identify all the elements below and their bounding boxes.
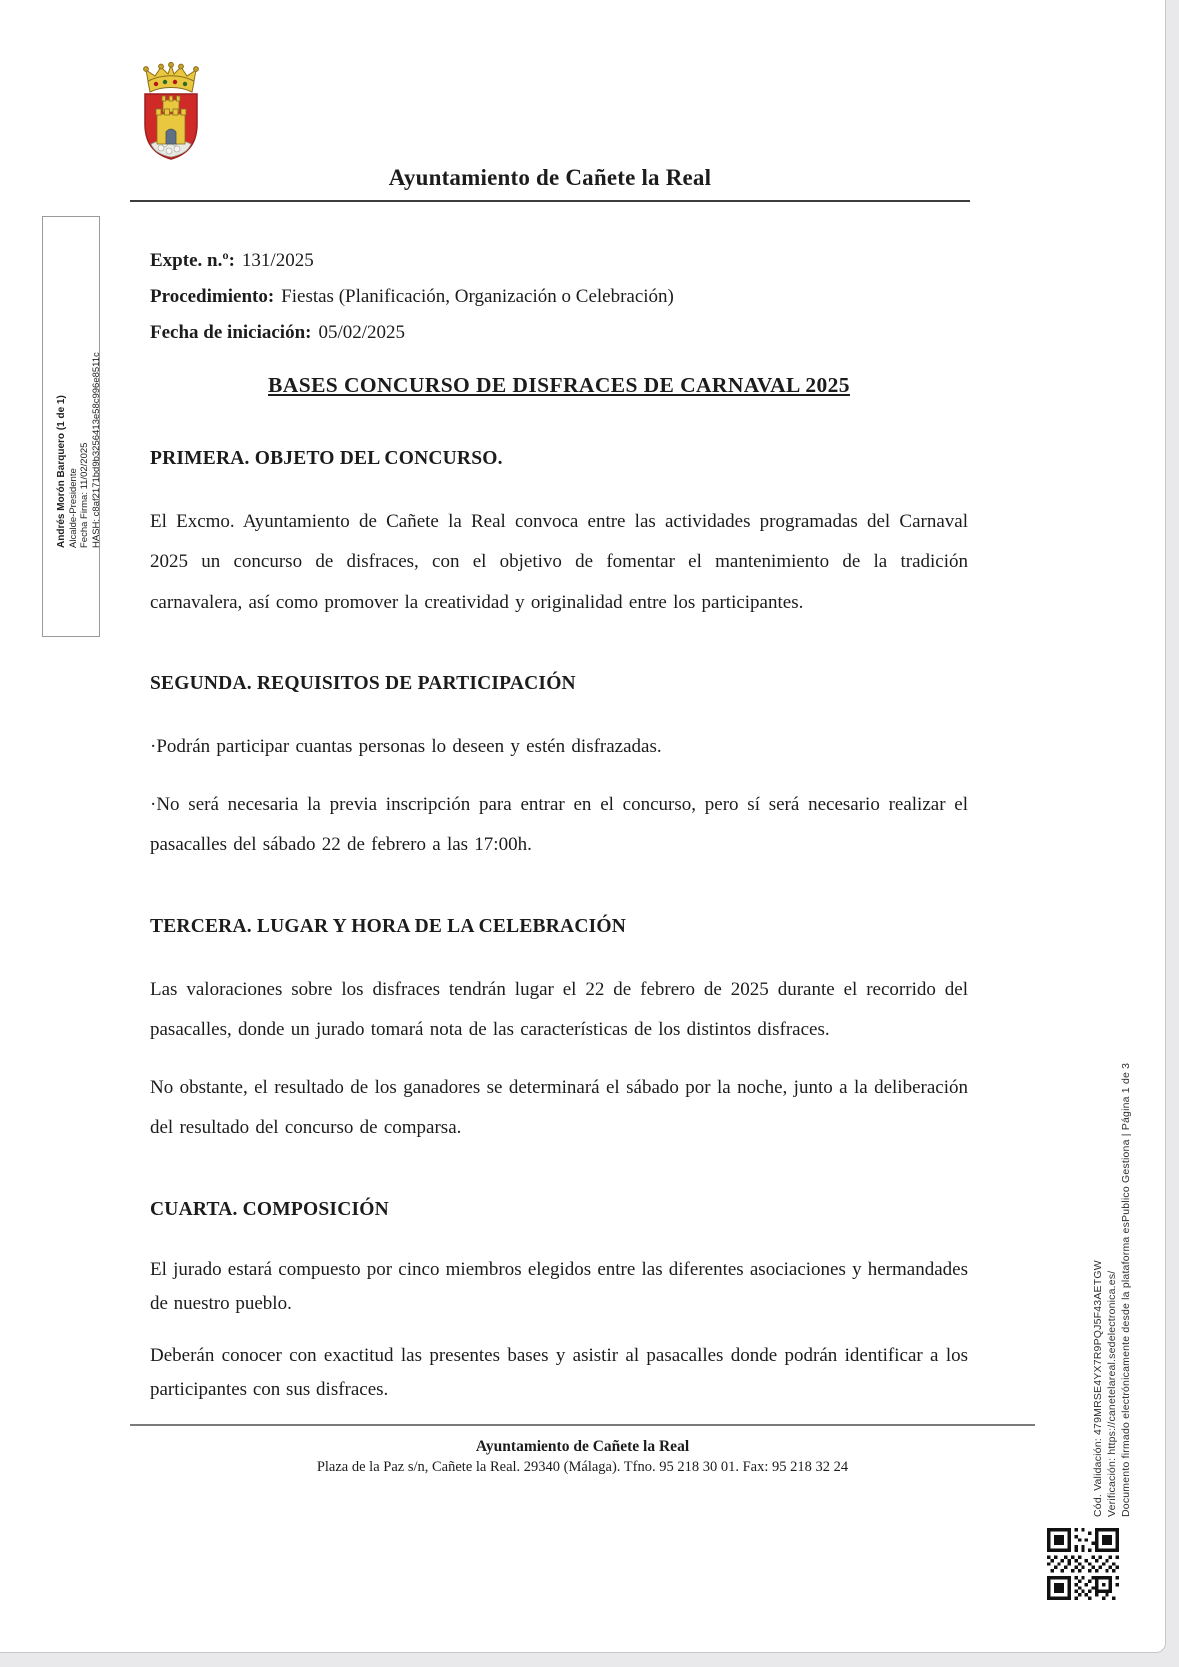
expediente-label: Expte. n.º: xyxy=(150,250,235,271)
paragraph: Las valoraciones sobre los disfraces tendrán lugar el 22 de febrero de 2025 durante el recorrido del pasacalles, donde un jurado tomará nota de las características de los distintos disfraces. xyxy=(150,978,968,1040)
procedimiento-label: Procedimiento: xyxy=(150,286,275,307)
signer-role: Alcalde-Presidente xyxy=(67,468,79,548)
paragraph: El jurado estará compuesto por cinco miembros elegidos entre las diferentes asociaciones y hermandades de nuestro pueblo. xyxy=(150,1258,968,1314)
qr-code-icon xyxy=(1047,1528,1119,1605)
footer-title: Ayuntamiento de Cañete la Real xyxy=(475,1438,690,1455)
header-title: Ayuntamiento de Cañete la Real xyxy=(388,165,712,190)
footer xyxy=(130,1438,1035,1476)
footer-address: Plaza de la Paz s/n, Cañete la Real. 29340 (Málaga). Tfno. 95 218 30 01. Fax: 95 218 32 24 xyxy=(316,1459,849,1475)
expediente-value: 131/2025 xyxy=(241,250,314,271)
paragraph: ·No será necesaria la previa inscripción para entrar en el concurso, pero sí será necesario realizar el pasacalles del sábado 22 de febrero a las 17:00h. xyxy=(150,794,968,856)
paragraph: El Excmo. Ayuntamiento de Cañete la Real convoca entre las actividades programadas del Carnaval 2025 un concurso de disfraces, con el objetivo de fomentar el mantenimiento de la tradición carnavalera, así como promover la creatividad y originalidad entre los participantes. xyxy=(150,511,968,613)
signer-name: Andrés Morón Barquero (1 de 1) xyxy=(56,395,67,548)
procedimiento-value: Fiestas (Planificación, Organización o Celebración) xyxy=(281,286,674,307)
section-heading-segunda: SEGUNDA. REQUISITOS DE PARTICIPACIÓN xyxy=(150,672,576,694)
fecha-value: 05/02/2025 xyxy=(318,322,406,343)
validation-code: Cód. Validación: 479MRSE4YX7R9PQJ5F43AETGW xyxy=(1092,1260,1104,1517)
section-heading-cuarta: CUARTA. COMPOSICIÓN xyxy=(150,1198,389,1220)
document-title: BASES CONCURSO DE DISFRACES DE CARNAVAL 2025 xyxy=(268,373,850,397)
town-crest-logo xyxy=(135,62,207,167)
expediente-number xyxy=(150,243,968,279)
fecha-iniciacion xyxy=(150,315,968,351)
document-body xyxy=(150,243,968,1407)
validation-strip xyxy=(1091,1063,1133,1517)
paragraph: Deberán conocer con exactitud las presentes bases y asistir al pasacalles donde podrán identificar a los participantes con sus disfraces. xyxy=(150,1345,968,1401)
verification-url: Verificación: https://canetelareal.sedelectronica.es/ xyxy=(1106,1270,1118,1517)
section-heading-primera: PRIMERA. OBJETO DEL CONCURSO. xyxy=(150,448,503,469)
signed-platform-note: Documento firmado electrónicamente desde la plataforma esPublico Gestiona | Página 1 de 3 xyxy=(1120,1062,1132,1517)
signature-stamp-text xyxy=(56,352,102,548)
paragraph: ·Podrán participar cuantas personas lo deseen y estén disfrazadas. xyxy=(150,735,662,757)
paragraph: No obstante, el resultado de los ganadores se determinará el sábado por la noche, junto a la deliberación del resultado del concurso de comparsa. xyxy=(150,1077,968,1139)
footer-divider xyxy=(130,1424,1035,1426)
header-divider xyxy=(130,200,970,202)
section-heading-tercera: TERCERA. LUGAR Y HORA DE LA CELEBRACIÓN xyxy=(150,915,627,937)
fecha-label: Fecha de iniciación: xyxy=(150,322,312,343)
procedimiento xyxy=(150,279,968,315)
signature-date: Fecha Firma: 11/02/2025 xyxy=(79,442,90,548)
signature-hash: HASH: c8af2171bd9b3256413e58c996e8511c xyxy=(90,352,102,548)
